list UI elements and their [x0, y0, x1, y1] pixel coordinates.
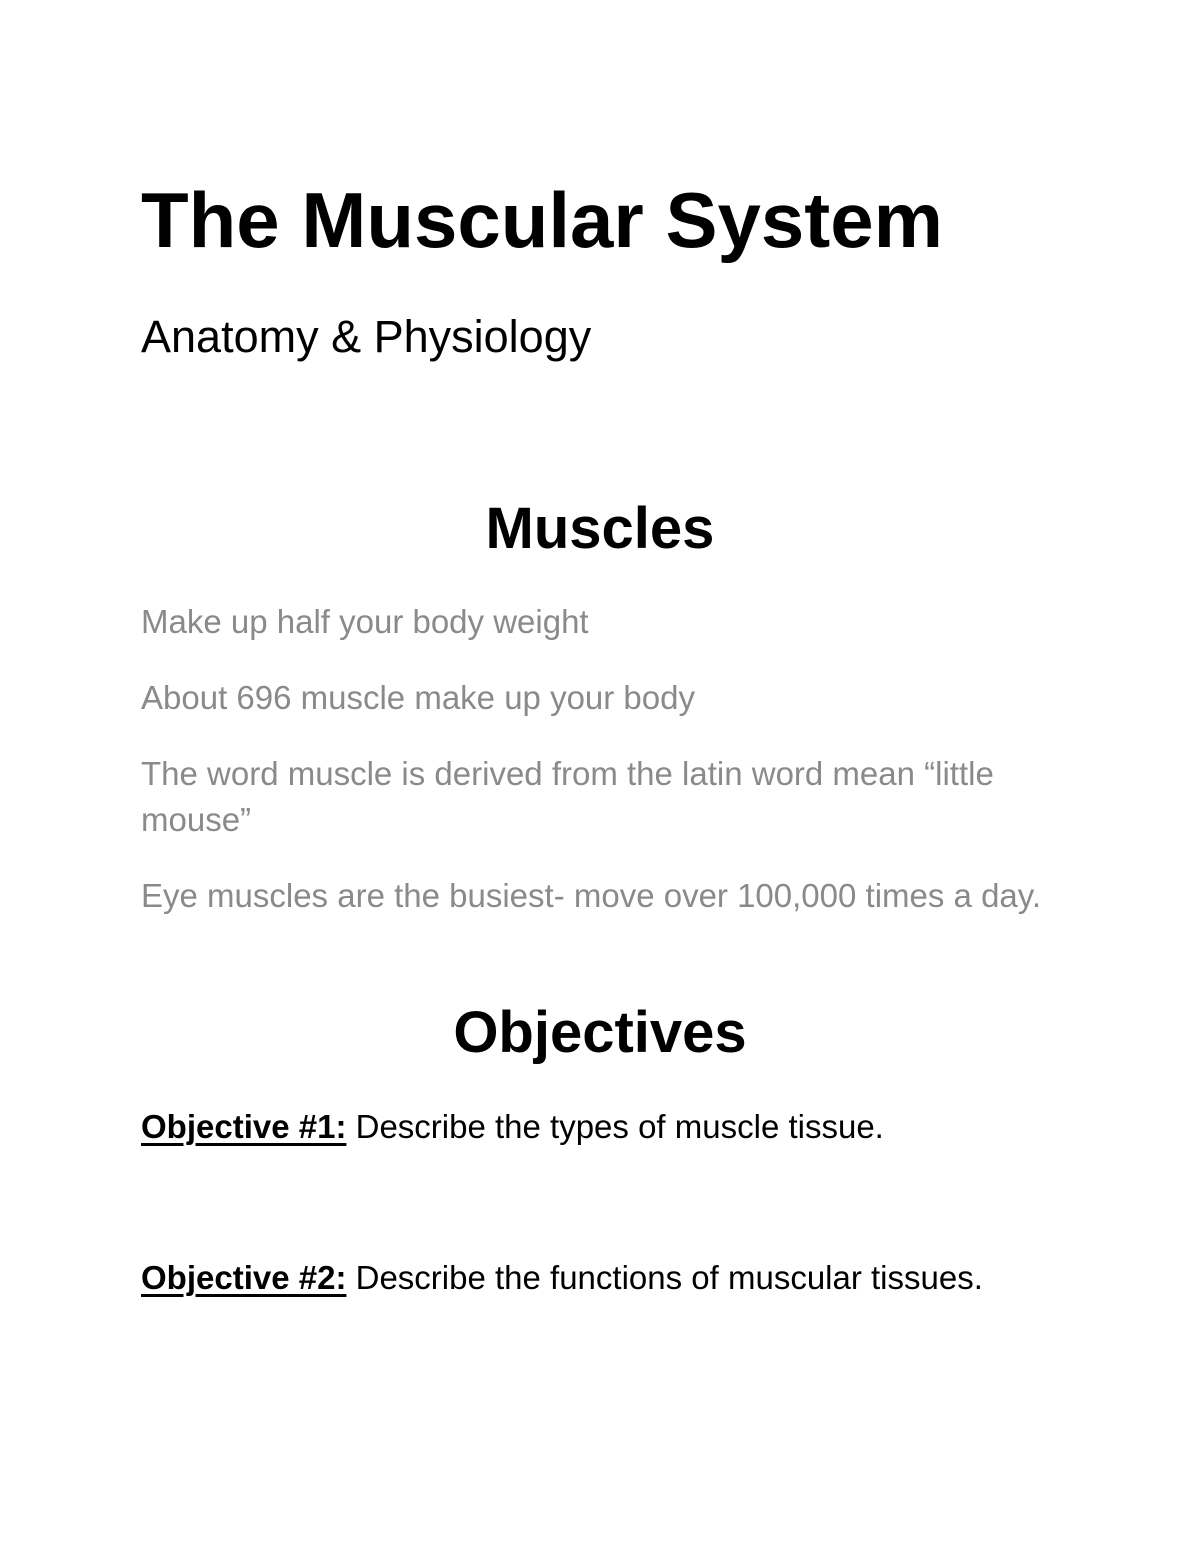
muscle-fact: About 696 muscle make up your body — [141, 679, 695, 716]
objective-text: Describe the types of muscle tissue. — [355, 1108, 884, 1145]
objective-item — [141, 1104, 1121, 1150]
objective-label: Objective #2: — [141, 1259, 347, 1296]
objectives-heading: Objectives — [453, 1000, 747, 1065]
muscle-fact: Eye muscles are the busiest- move over 100,000 times a day. — [141, 877, 1041, 914]
objective-label: Objective #1: — [141, 1108, 347, 1145]
muscles-heading: Muscles — [485, 496, 715, 561]
objective-text: Describe the functions of muscular tissues. — [355, 1259, 983, 1296]
muscle-facts-list — [141, 599, 1071, 949]
muscle-fact: The word muscle is derived from the latin word mean “little mouse” — [141, 755, 994, 838]
page-subtitle: Anatomy & Physiology — [141, 311, 592, 362]
page-title: The Muscular System — [141, 176, 943, 264]
objective-item — [141, 1255, 1121, 1301]
muscle-fact: Make up half your body weight — [141, 603, 589, 640]
